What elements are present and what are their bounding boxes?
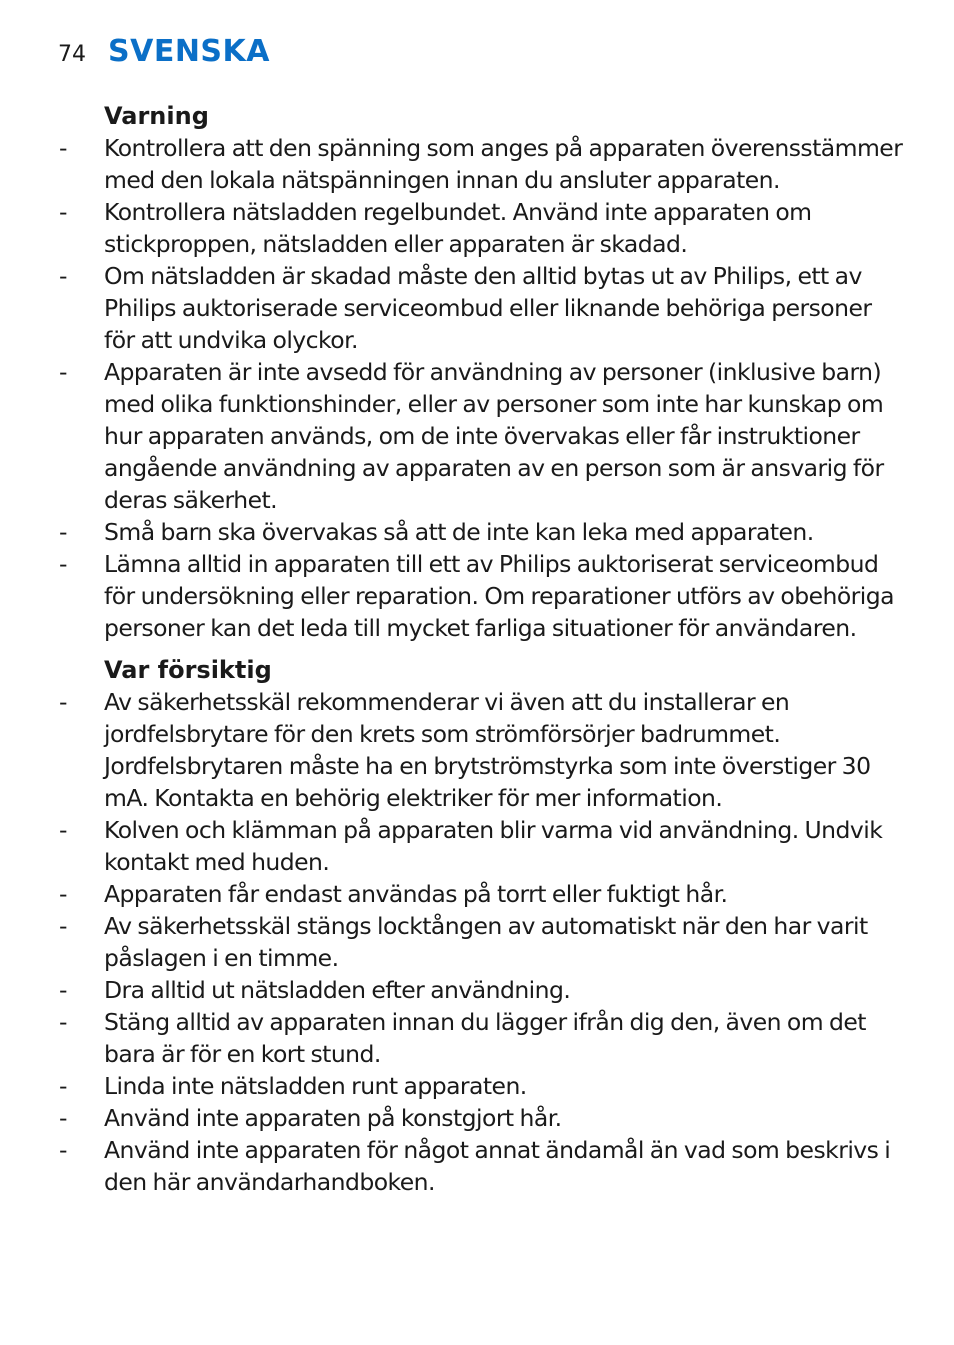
section-heading-caution: Var försiktig [104, 656, 272, 684]
list-item-text: Stäng alltid av apparaten innan du lägger ifrån dig den, även om det bara är för en kort stund. [104, 1008, 866, 1068]
bullet-dash: - [59, 912, 67, 940]
list-item-text: Kontrollera att den spänning som anges på apparaten överensstämmer med den lokala nätspänningen innan du ansluter apparaten. [104, 134, 903, 194]
page-number: 74 [58, 42, 86, 67]
bullet-dash: - [59, 134, 67, 162]
section-heading-warning: Varning [104, 102, 209, 130]
list-item [58, 516, 904, 548]
list-item-text: Apparaten får endast användas på torrt eller fuktigt hår. [104, 880, 728, 908]
list-item [58, 878, 904, 910]
list-item [58, 1134, 904, 1198]
bullet-dash: - [59, 688, 67, 716]
page-content [58, 100, 904, 1198]
warning-list [58, 132, 904, 644]
section-caution [58, 654, 904, 1198]
list-item [58, 814, 904, 878]
bullet-dash: - [59, 816, 67, 844]
list-item [58, 1006, 904, 1070]
list-item [58, 686, 904, 814]
list-item-text: Av säkerhetsskäl rekommenderar vi även att du installerar en jordfelsbrytare för den krets som strömförsörjer badrummet. Jordfelsbrytaren måste ha en brytströmstyrka som inte överstiger 30 mA. Kontakta en behörig elektriker för mer information. [104, 688, 871, 812]
list-item [58, 910, 904, 974]
list-item [58, 196, 904, 260]
list-item [58, 132, 904, 196]
list-item [58, 974, 904, 1006]
list-item-text: Små barn ska övervakas så att de inte kan leka med apparaten. [104, 518, 814, 546]
list-item-text: Av säkerhetsskäl stängs locktången av automatiskt när den har varit påslagen i en timme. [104, 912, 868, 972]
bullet-dash: - [59, 1072, 67, 1100]
list-item [58, 1102, 904, 1134]
list-item-text: Om nätsladden är skadad måste den alltid bytas ut av Philips, ett av Philips auktoriserade serviceombud eller liknande behöriga personer för att undvika olyckor. [104, 262, 872, 354]
list-item [58, 1070, 904, 1102]
list-item-text: Använd inte apparaten på konstgjort hår. [104, 1104, 562, 1132]
list-item-text: Lämna alltid in apparaten till ett av Philips auktoriserat serviceombud för undersökning eller reparation. Om reparationer utförs av obehöriga personer kan det leda till mycket farliga situationer för användaren. [104, 550, 894, 642]
bullet-dash: - [59, 1136, 67, 1164]
list-item [58, 260, 904, 356]
list-item-text: Dra alltid ut nätsladden efter användning. [104, 976, 571, 1004]
bullet-dash: - [59, 262, 67, 290]
list-item [58, 548, 904, 644]
bullet-dash: - [59, 198, 67, 226]
bullet-dash: - [59, 880, 67, 908]
bullet-dash: - [59, 358, 67, 386]
bullet-dash: - [59, 1008, 67, 1036]
bullet-dash: - [59, 550, 67, 578]
language-title: SVENSKA [108, 34, 270, 69]
list-item [58, 356, 904, 516]
bullet-dash: - [59, 976, 67, 1004]
list-item-text: Kontrollera nätsladden regelbundet. Använd inte apparaten om stickproppen, nätsladden eller apparaten är skadad. [104, 198, 812, 258]
bullet-dash: - [59, 518, 67, 546]
bullet-dash: - [59, 1104, 67, 1132]
caution-list [58, 686, 904, 1198]
page-header [58, 34, 270, 74]
list-item-text: Använd inte apparaten för något annat ändamål än vad som beskrivs i den här användarhandboken. [104, 1136, 891, 1196]
list-item-text: Linda inte nätsladden runt apparaten. [104, 1072, 527, 1100]
section-warning [58, 100, 904, 644]
list-item-text: Apparaten är inte avsedd för användning av personer (inklusive barn) med olika funktionshinder, eller av personer som inte har kunskap om hur apparaten används, om de inte övervakas eller får instruktioner angående användning av apparaten av en person som är ansvarig för deras säkerhet. [104, 358, 884, 514]
list-item-text: Kolven och klämman på apparaten blir varma vid användning. Undvik kontakt med huden. [104, 816, 883, 876]
